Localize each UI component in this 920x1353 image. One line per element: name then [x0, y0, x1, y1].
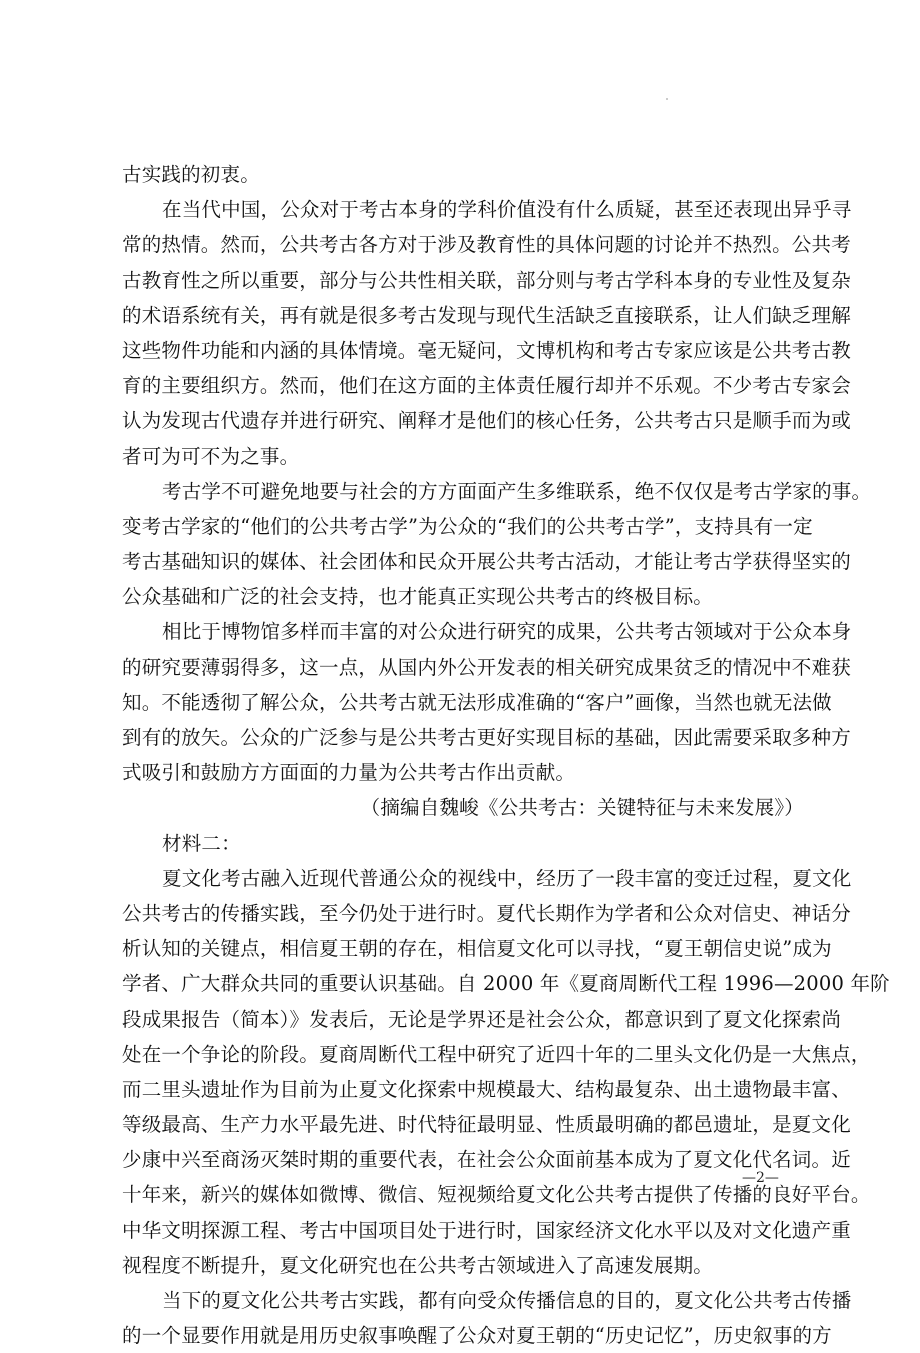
- text-line: 处在一个争论的阶段。夏商周断代工程中研究了近四十年的二里头文化仍是一大焦点，: [122, 1042, 871, 1066]
- text-line: 夏文化考古融入近现代普通公众的视线中，经历了一段丰富的变迁过程，夏文化: [162, 866, 852, 890]
- scan-speck: [666, 98, 668, 100]
- text-line: 段成果报告（简本）》发表后，无论是学界还是社会公众，都意识到了夏文化探索尚: [122, 1007, 842, 1031]
- text-line: 式吸引和鼓励方方面面的力量为公共考古作出贡献。: [122, 761, 576, 785]
- text-line: 常的热情。然而，公共考古各方对于涉及教育性的具体问题的讨论并不热烈。公共考: [122, 233, 851, 257]
- text-line: 的研究要薄弱得多，这一点，从国内外公开发表的相关研究成果贫乏的情况中不难获: [122, 655, 851, 679]
- text-line: 而二里头遗址作为目前为止夏文化探索中规模最大、结构最复杂、出土遗物最丰富、: [122, 1077, 851, 1101]
- text-line: 析认知的关键点，相信夏王朝的存在，相信夏文化可以寻找，“夏王朝信史说”成为: [122, 937, 832, 961]
- text-line: 视程度不断提升，夏文化研究也在公共考古领域进入了高速发展期。: [122, 1253, 714, 1277]
- text-line: 古教育性之所以重要，部分与公共性相关联，部分则与考古学科本身的专业性及复杂: [122, 268, 851, 292]
- text-line: 育的主要组织方。然而，他们在这方面的主体责任履行却并不乐观。不少考古专家会: [122, 374, 851, 398]
- text-line: 认为发现古代遗存并进行研究、阐释才是他们的核心任务，公共考古只是顺手而为或: [122, 409, 851, 433]
- text-line: 十年来，新兴的媒体如微博、微信、短视频给夏文化公共考古提供了传播的良好平台。: [122, 1183, 871, 1207]
- text-line: 相比于博物馆多样而丰富的对公众进行研究的成果，公共考古领域对于公众本身: [162, 620, 852, 644]
- text-line: 中华文明探源工程、考古中国项目处于进行时，国家经济文化水平以及对文化遗产重: [122, 1218, 851, 1242]
- text-line: 知。不能透彻了解公众，公共考古就无法形成准确的“客户”画像，当然也就无法做: [122, 690, 832, 714]
- text-line: 变考古学家的“他们的公共考古学”为公众的“我们的公共考古学”，支持具有一定: [122, 514, 813, 538]
- body-text: [122, 157, 890, 1353]
- text-line: 学者、广大群众共同的重要认识基础。自 2000 年《夏商周断代工程 1996—2000 年阶: [122, 972, 890, 996]
- text-line: 公众基础和广泛的社会支持，也才能真正实现公共考古的终极目标。: [122, 585, 714, 609]
- text-line: （摘编自魏峻《公共考古：关键特征与未来发展》）: [360, 796, 804, 820]
- text-line: 在当代中国，公众对于考古本身的学科价值没有什么质疑，甚至还表现出异乎寻: [162, 198, 852, 222]
- text-line: 的一个显要作用就是用历史叙事唤醒了公众对夏王朝的“历史记忆”，历史叙事的方: [122, 1324, 832, 1348]
- text-line: 考古学不可避免地要与社会的方方面面产生多维联系，绝不仅仅是考古学家的事。: [162, 479, 872, 503]
- text-line: 的术语系统有关，再有就是很多考古发现与现代生活缺乏直接联系，让人们缺乏理解: [122, 303, 851, 327]
- text-line: 到有的放矢。公众的广泛参与是公共考古更好实现目标的基础，因此需要采取多种方: [122, 726, 851, 749]
- text-line: 等级最高、生产力水平最先进、时代特征最明显、性质最明确的都邑遗址，是夏文化: [122, 1113, 851, 1137]
- text-line: 古实践的初衷。: [122, 163, 260, 186]
- text-line: 当下的夏文化公共考古实践，都有向受众传播信息的目的，夏文化公共考古传播: [162, 1289, 852, 1312]
- text-line: 公共考古的传播实践，至今仍处于进行时。夏代长期作为学者和公众对信史、神话分: [122, 901, 851, 925]
- text-line: 材料二：: [162, 831, 241, 855]
- text-line: 这些物件功能和内涵的具体情境。毫无疑问，文博机构和考古专家应该是公共考古教: [122, 338, 851, 362]
- text-line: 考古基础知识的媒体、社会团体和民众开展公共考古活动，才能让考古学获得坚实的: [122, 550, 851, 574]
- text-line: 少康中兴至商汤灭桀时期的重要代表，在社会公众面前基本成为了夏文化代名词。近: [122, 1148, 851, 1172]
- page-number: —2—: [742, 1170, 779, 1186]
- text-line: 者可为可不为之事。: [122, 444, 300, 468]
